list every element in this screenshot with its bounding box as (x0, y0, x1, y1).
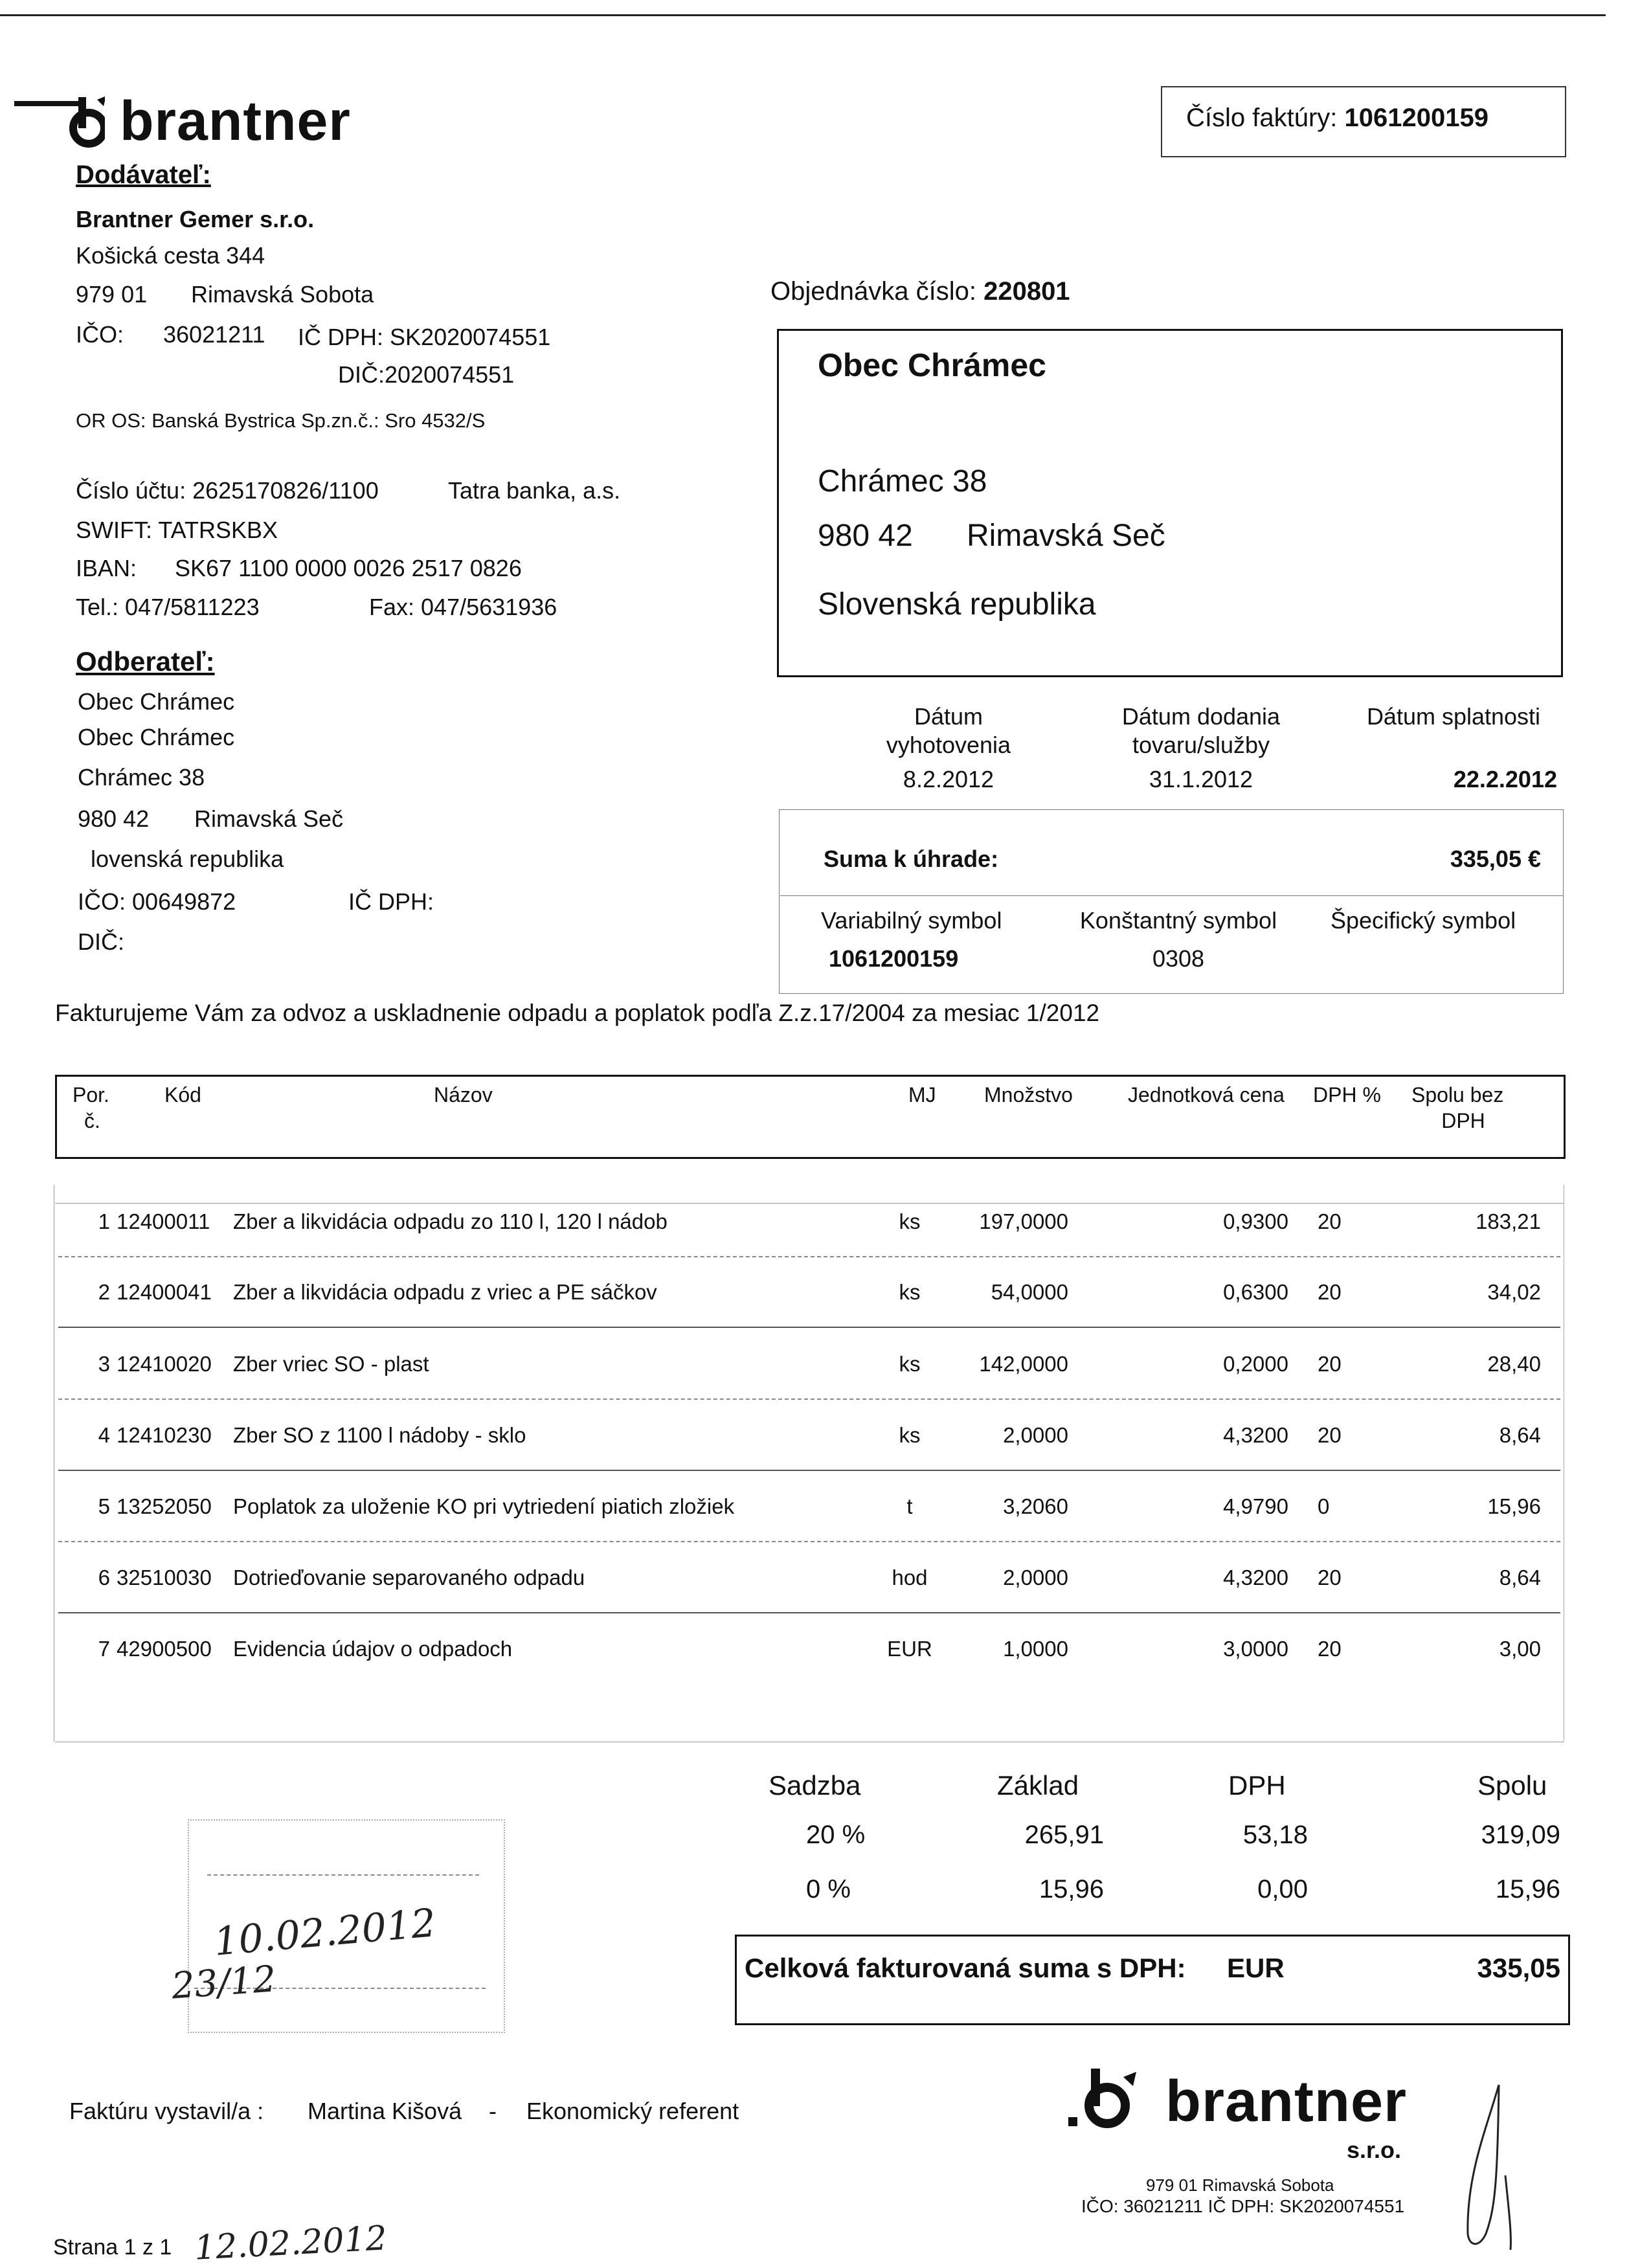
supplier-fax-value: 047/5631936 (421, 594, 557, 620)
cell-mnozstvo: 3,2060 (1003, 1494, 1068, 1518)
cell-spolu: 8,64 (1499, 1566, 1541, 1589)
recipient-country: Slovenská republika (818, 587, 1096, 622)
cell-por: 2 (98, 1280, 110, 1304)
customer-heading: Odberateľ: (76, 646, 215, 677)
supplier-name: Brantner Gemer s.r.o. (76, 206, 315, 232)
cell-nazov: Poplatok za uloženie KO pri vytriedení piatich zložiek (233, 1494, 735, 1518)
row-divider (58, 1470, 1560, 1471)
customer-street: Chrámec 38 (78, 764, 205, 791)
vat-header-sadzba: Sadzba (769, 1770, 861, 1801)
cell-dph: 20 (1318, 1209, 1342, 1233)
cell-spolu: 15,96 (1487, 1494, 1541, 1518)
vat-row2-zaklad: 15,96 (1039, 1875, 1104, 1903)
supplier-dic-label: DIČ: (338, 361, 385, 388)
issuer-role: Ekonomický referent (526, 2098, 739, 2124)
supplier-iban-label: IBAN: (76, 555, 137, 581)
supplier-swift-label: SWIFT: (76, 517, 152, 543)
supplier-zip: 979 01 (76, 281, 148, 308)
supplier-register: OR OS: Banská Bystrica Sp.zn.č.: Sro 4532/S (76, 409, 486, 432)
th-mj: MJ (908, 1083, 936, 1106)
customer-icdph-label: IČ DPH: (348, 888, 434, 915)
cell-dph: 20 (1318, 1637, 1342, 1661)
recipient-zip: 980 42 (818, 519, 913, 553)
row-divider (58, 1327, 1560, 1328)
stamp-line-1 (207, 1874, 479, 1876)
cell-mnozstvo: 54,0000 (991, 1280, 1068, 1304)
cell-por: 1 (98, 1209, 110, 1233)
constant-symbol-value: 0308 (1152, 945, 1205, 972)
cell-kod: 12400041 (117, 1280, 212, 1304)
customer-city: Rimavská Seč (194, 805, 344, 832)
cell-spolu: 8,64 (1499, 1423, 1541, 1447)
recipient-city: Rimavská Seč (967, 519, 1165, 553)
order-number (770, 277, 1070, 306)
supplier-tel-label: Tel.: (76, 594, 119, 620)
cell-dph: 0 (1318, 1494, 1330, 1518)
cell-mnozstvo: 1,0000 (1003, 1637, 1068, 1661)
supplier-tel (76, 594, 260, 621)
cell-jednotkova-cena: 4,9790 (1223, 1494, 1288, 1518)
supplier-heading: Dodávateľ: (76, 161, 211, 189)
supplier-ico-label: IČO: (76, 321, 124, 348)
amount-due-value: 335,05 € (1450, 846, 1541, 872)
brantner-logo (14, 91, 105, 161)
customer-ico (78, 888, 236, 915)
cell-dph: 20 (1318, 1352, 1342, 1376)
customer-ico-label: IČO: (78, 888, 126, 915)
th-jednotkova-cena: Jednotková cena (1128, 1083, 1285, 1106)
cell-kod: 32510030 (117, 1566, 212, 1589)
issue-date-label-2: vyhotovenia (886, 732, 1011, 758)
stamp-address: 979 01 Rimavská Sobota (1146, 2175, 1334, 2195)
cell-por: 4 (98, 1423, 110, 1447)
supplier-swift-value: TATRSKBX (158, 517, 278, 543)
supplier-bank: Tatra banka, a.s. (448, 477, 621, 504)
vat-row1-sadzba: 20 % (806, 1821, 866, 1849)
th-por-2: č. (84, 1109, 100, 1132)
invoice-number-label: Číslo faktúry: (1186, 104, 1338, 132)
cell-por: 7 (98, 1637, 110, 1661)
customer-dic-label: DIČ: (78, 928, 124, 955)
cell-mj: ks (899, 1423, 921, 1447)
th-por: Por. (73, 1083, 109, 1106)
issue-date-value: 8.2.2012 (903, 766, 994, 792)
cell-mnozstvo: 2,0000 (1003, 1566, 1068, 1589)
supplier-iban: SK67 1100 0000 0026 2517 0826 (175, 555, 522, 581)
scan-edge-line (0, 14, 1606, 16)
supplier-icdph-label: IČ DPH: (298, 324, 384, 350)
cell-kod: 12410230 (117, 1423, 212, 1447)
due-date-label: Dátum splatnosti (1366, 703, 1541, 730)
cell-dph: 20 (1318, 1566, 1342, 1589)
stamp-logo-text: brantner (1165, 2069, 1408, 2134)
table-body-top (55, 1203, 1564, 1204)
brantner-logo-icon (14, 91, 105, 155)
supplier-account-label: Číslo účtu: (76, 477, 186, 504)
vat-row1-zaklad: 265,91 (1024, 1821, 1104, 1849)
amount-due-label: Suma k úhrade: (824, 846, 999, 872)
issuer-name: Martina Kišová (308, 2098, 462, 2124)
cell-nazov: Zber vriec SO - plast (233, 1352, 429, 1376)
supplier-account-value: 2625170826/1100 (192, 477, 379, 504)
cell-jednotkova-cena: 0,2000 (1223, 1352, 1288, 1376)
stamp-logo-icon (1062, 2065, 1159, 2143)
cell-jednotkova-cena: 4,3200 (1223, 1423, 1288, 1447)
stamp-ids: IČO: 36021211 IČ DPH: SK2020074551 (1081, 2196, 1405, 2216)
invoice-number (1186, 104, 1488, 133)
cell-por: 6 (98, 1566, 110, 1589)
total-label: Celková fakturovaná suma s DPH: (745, 1953, 1186, 1983)
brantner-logo-text: brantner (120, 90, 351, 152)
handwritten-ref: 23/12 (170, 1958, 278, 2008)
vat-header-dph: DPH (1228, 1770, 1286, 1801)
handwritten-date-2: 12.02.2012 (193, 2219, 388, 2268)
cell-mj: hod (892, 1566, 928, 1589)
vat-row2-spolu: 15,96 (1495, 1875, 1560, 1903)
row-divider (58, 1256, 1560, 1257)
cell-spolu: 34,02 (1487, 1280, 1541, 1304)
cell-mnozstvo: 197,0000 (979, 1209, 1068, 1233)
cell-kod: 42900500 (117, 1637, 212, 1661)
variable-symbol-label: Variabilný symbol (821, 907, 1002, 934)
supplier-fax (369, 594, 557, 621)
cell-kod: 13252050 (117, 1494, 212, 1518)
th-spolu: Spolu bez (1411, 1083, 1504, 1106)
signature-mark (1460, 2078, 1525, 2253)
delivery-date-label-1: Dátum dodania (1121, 703, 1281, 730)
supplier-account (76, 477, 379, 504)
supplier-fax-label: Fax: (369, 594, 415, 620)
supplier-tel-value: 047/5811223 (125, 594, 260, 620)
cell-spolu: 3,00 (1499, 1637, 1541, 1661)
cell-mj: EUR (887, 1637, 932, 1661)
invoice-intro-text: Fakturujeme Vám za odvoz a uskladnenie odpadu a poplatok podľa Z.z.17/2004 za mesiac 1/2012 (55, 1000, 1100, 1026)
cell-jednotkova-cena: 4,3200 (1223, 1566, 1288, 1589)
cell-jednotkova-cena: 3,0000 (1223, 1637, 1288, 1661)
cell-nazov: Zber a likvidácia odpadu z vriec a PE sáčkov (233, 1280, 657, 1304)
customer-ico-value: 00649872 (132, 888, 236, 915)
th-dph: DPH % (1313, 1083, 1381, 1106)
cell-por: 5 (98, 1494, 110, 1518)
supplier-ico: 36021211 (163, 321, 265, 348)
customer-country: lovenská republika (91, 846, 284, 872)
variable-symbol-value: 1061200159 (829, 945, 959, 972)
delivery-date-value: 31.1.2012 (1149, 766, 1253, 792)
supplier-icdph (298, 324, 550, 351)
cell-mnozstvo: 142,0000 (979, 1352, 1068, 1376)
cell-kod: 12410020 (117, 1352, 212, 1376)
cell-dph: 20 (1318, 1280, 1342, 1304)
delivery-date-label-2: tovaru/služby (1132, 732, 1270, 758)
th-nazov: Názov (434, 1083, 493, 1106)
constant-symbol-label: Konštantný symbol (1079, 907, 1277, 934)
vat-row1-spolu: 319,09 (1481, 1821, 1560, 1849)
order-number-value: 220801 (983, 277, 1070, 306)
cell-nazov: Zber SO z 1100 l nádoby - sklo (233, 1423, 526, 1447)
stamp-sro: s.r.o. (1347, 2137, 1402, 2163)
supplier-city: Rimavská Sobota (191, 281, 374, 308)
total-currency: EUR (1227, 1953, 1285, 1983)
cell-nazov: Dotrieďovanie separovaného odpadu (233, 1566, 585, 1589)
supplier-dic (338, 361, 514, 388)
cell-jednotkova-cena: 0,6300 (1223, 1280, 1288, 1304)
invoice-number-value: 1061200159 (1344, 104, 1488, 132)
issue-date-label-1: Dátum (914, 703, 983, 730)
row-divider (58, 1612, 1560, 1613)
cell-mj: ks (899, 1280, 921, 1304)
supplier-dic-value: 2020074551 (385, 361, 515, 388)
issuer-dash: - (489, 2098, 497, 2124)
vat-row2-sadzba: 0 % (806, 1875, 851, 1903)
vat-row2-dph: 0,00 (1257, 1875, 1308, 1903)
recipient-name: Obec Chrámec (818, 347, 1046, 383)
specific-symbol-label: Špecifický symbol (1331, 907, 1516, 934)
cell-mj: ks (899, 1209, 921, 1233)
cell-nazov: Evidencia údajov o odpadoch (233, 1637, 513, 1661)
cell-mj: ks (899, 1352, 921, 1376)
cell-nazov: Zber a likvidácia odpadu zo 110 l, 120 l nádob (233, 1209, 668, 1233)
cell-dph: 20 (1318, 1423, 1342, 1447)
cell-mnozstvo: 2,0000 (1003, 1423, 1068, 1447)
cell-jednotkova-cena: 0,9300 (1223, 1209, 1288, 1233)
supplier-icdph-value: SK2020074551 (390, 324, 551, 350)
cell-mj: t (906, 1494, 913, 1518)
row-divider (58, 1541, 1560, 1542)
company-stamp-logo (1062, 2065, 1159, 2149)
customer-zip: 980 42 (78, 805, 150, 832)
vat-row1-dph: 53,18 (1242, 1821, 1308, 1849)
th-mnozstvo: Množstvo (984, 1083, 1073, 1106)
handwritten-date-1: 10.02.2012 (212, 1900, 438, 1965)
page-number: Strana 1 z 1 (53, 2235, 172, 2260)
row-divider (58, 1398, 1560, 1400)
cell-spolu: 183,21 (1476, 1209, 1541, 1233)
th-spolu-2: DPH (1441, 1109, 1485, 1132)
vat-header-zaklad: Základ (997, 1770, 1079, 1801)
supplier-swift (76, 517, 278, 544)
order-number-label: Objednávka číslo: (770, 277, 976, 306)
issuer-label: Faktúru vystavil/a : (69, 2098, 264, 2124)
customer-line2: Obec Chrámec (78, 724, 235, 750)
supplier-street: Košická cesta 344 (76, 242, 265, 269)
payment-divider (780, 895, 1564, 896)
due-date-value: 22.2.2012 (1453, 766, 1557, 792)
total-value: 335,05 (1477, 1953, 1560, 1983)
cell-kod: 12400011 (117, 1209, 210, 1233)
cell-por: 3 (98, 1352, 110, 1376)
recipient-street: Chrámec 38 (818, 464, 987, 499)
cell-spolu: 28,40 (1487, 1352, 1541, 1376)
customer-line1: Obec Chrámec (78, 688, 235, 715)
vat-header-spolu: Spolu (1477, 1770, 1547, 1801)
th-kod: Kód (164, 1083, 201, 1106)
